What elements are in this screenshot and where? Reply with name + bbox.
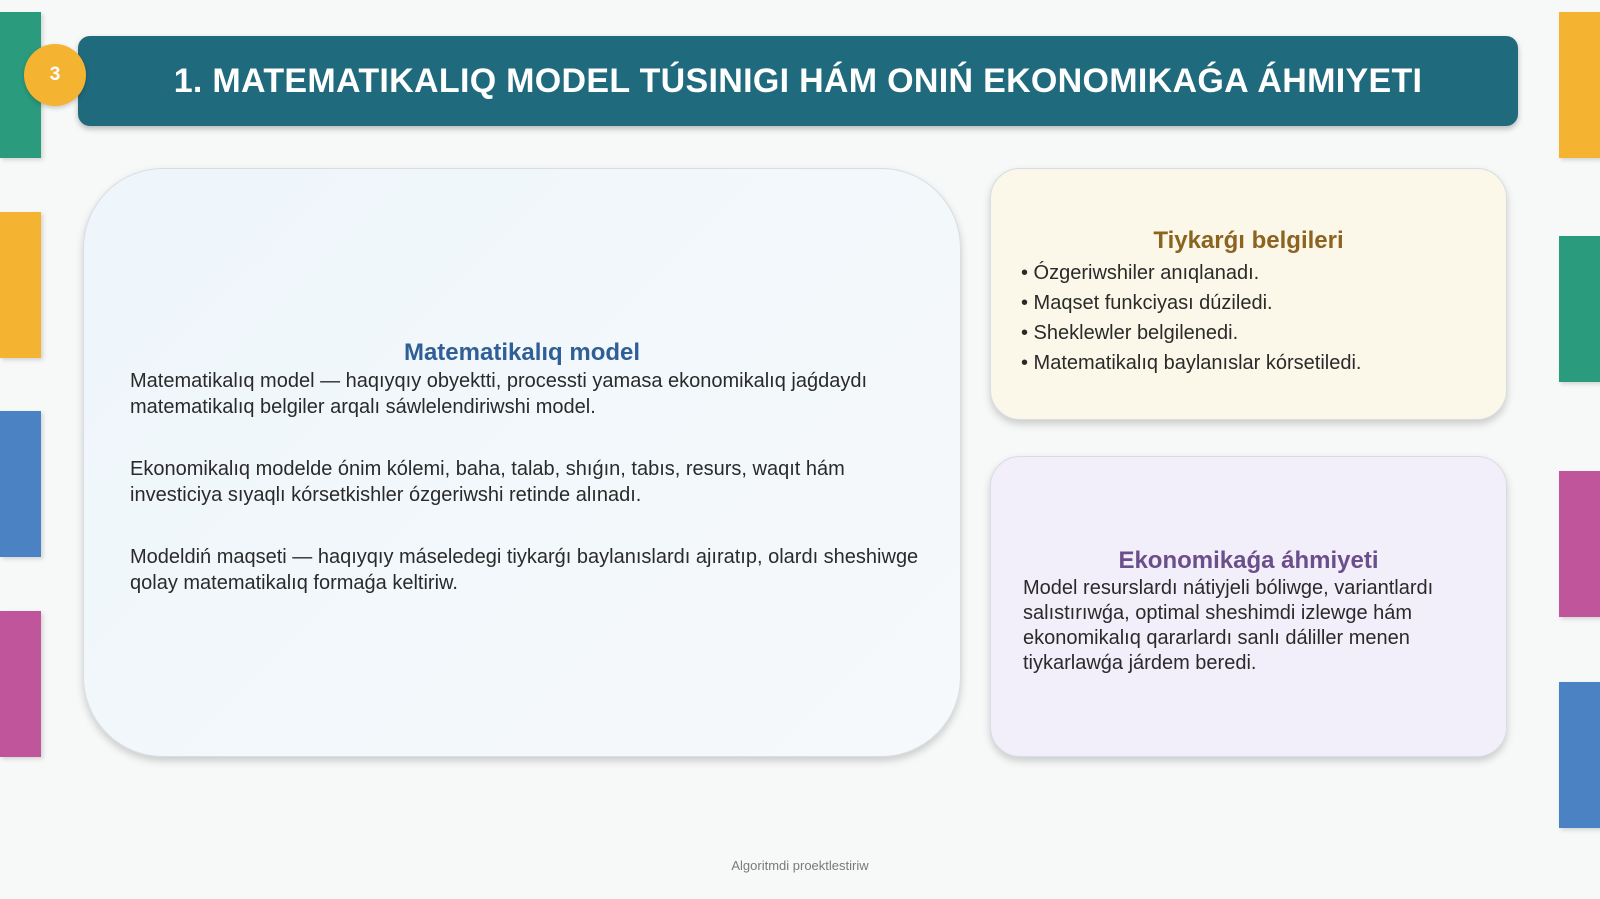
importance-card-heading: Ekonomikaǵa áhmiyeti [1118, 547, 1379, 574]
main-card-paragraph: Matematikalıq model — haqıyqıy obyektti, processti yamasa ekonomikalıq jaǵdaydı matematikalıq belgiler arqalı sáwlelendiriwshi model. [130, 370, 868, 418]
main-definition-card [83, 168, 961, 757]
main-card-body [130, 368, 930, 632]
slide-title: 1. MATEMATIKALIQ MODEL TÚSINIGI HÁM ONIŃ EKONOMIKAǴA ÁHMIYETI [173, 61, 1423, 100]
features-list-item: • Maqset funkciyası dúziledi. [1021, 292, 1273, 314]
slide-footer: Algoritmdi proektlestiriw [731, 858, 869, 873]
importance-card [990, 456, 1507, 757]
decor-stripe-blue-right [1559, 682, 1600, 828]
features-list [1021, 258, 1361, 378]
decor-stripe-orange-left [0, 212, 41, 358]
decor-stripe-teal-right [1559, 236, 1600, 382]
title-bar [78, 36, 1518, 126]
slide-number-badge: 3 [24, 44, 86, 106]
features-card [990, 168, 1507, 420]
importance-card-text: Model resurslardı nátiyjeli bóliwge, variantlardı salıstırıwǵa, optimal sheshimdi izlewge hám ekonomikalıq qararlardı sanlı dáliller menen tiykarlawǵa járdem beredi. [1023, 577, 1434, 674]
main-card-paragraph: Ekonomikalıq modelde ónim kólemi, baha, talab, shıǵın, tabıs, resurs, waqıt hám investiciya sıyaqlı kórsetkishler ózgeriwshi retinde alınadı. [130, 458, 845, 506]
decor-stripe-blue-left [0, 411, 41, 557]
features-list-item: • Matematikalıq baylanıslar kórsetiledi. [1021, 352, 1362, 374]
decor-stripe-orange-right [1559, 12, 1600, 158]
main-card-paragraph: Modeldiń maqseti — haqıyqıy máseledegi tiykarǵı baylanıslardı ajıratıp, olardı sheshiwge qolay matematikalıq formaǵa keltiriw. [130, 546, 919, 594]
decor-stripe-magenta-right [1559, 471, 1600, 617]
features-list-item: • Ózgeriwshiler anıqlanadı. [1021, 262, 1260, 284]
decor-stripe-magenta-left [0, 611, 41, 757]
main-card-heading: Matematikalıq model [403, 339, 641, 366]
features-list-item: • Sheklewler belgilenedi. [1021, 322, 1239, 344]
features-card-heading: Tiykarǵı belgileri [1153, 227, 1344, 254]
